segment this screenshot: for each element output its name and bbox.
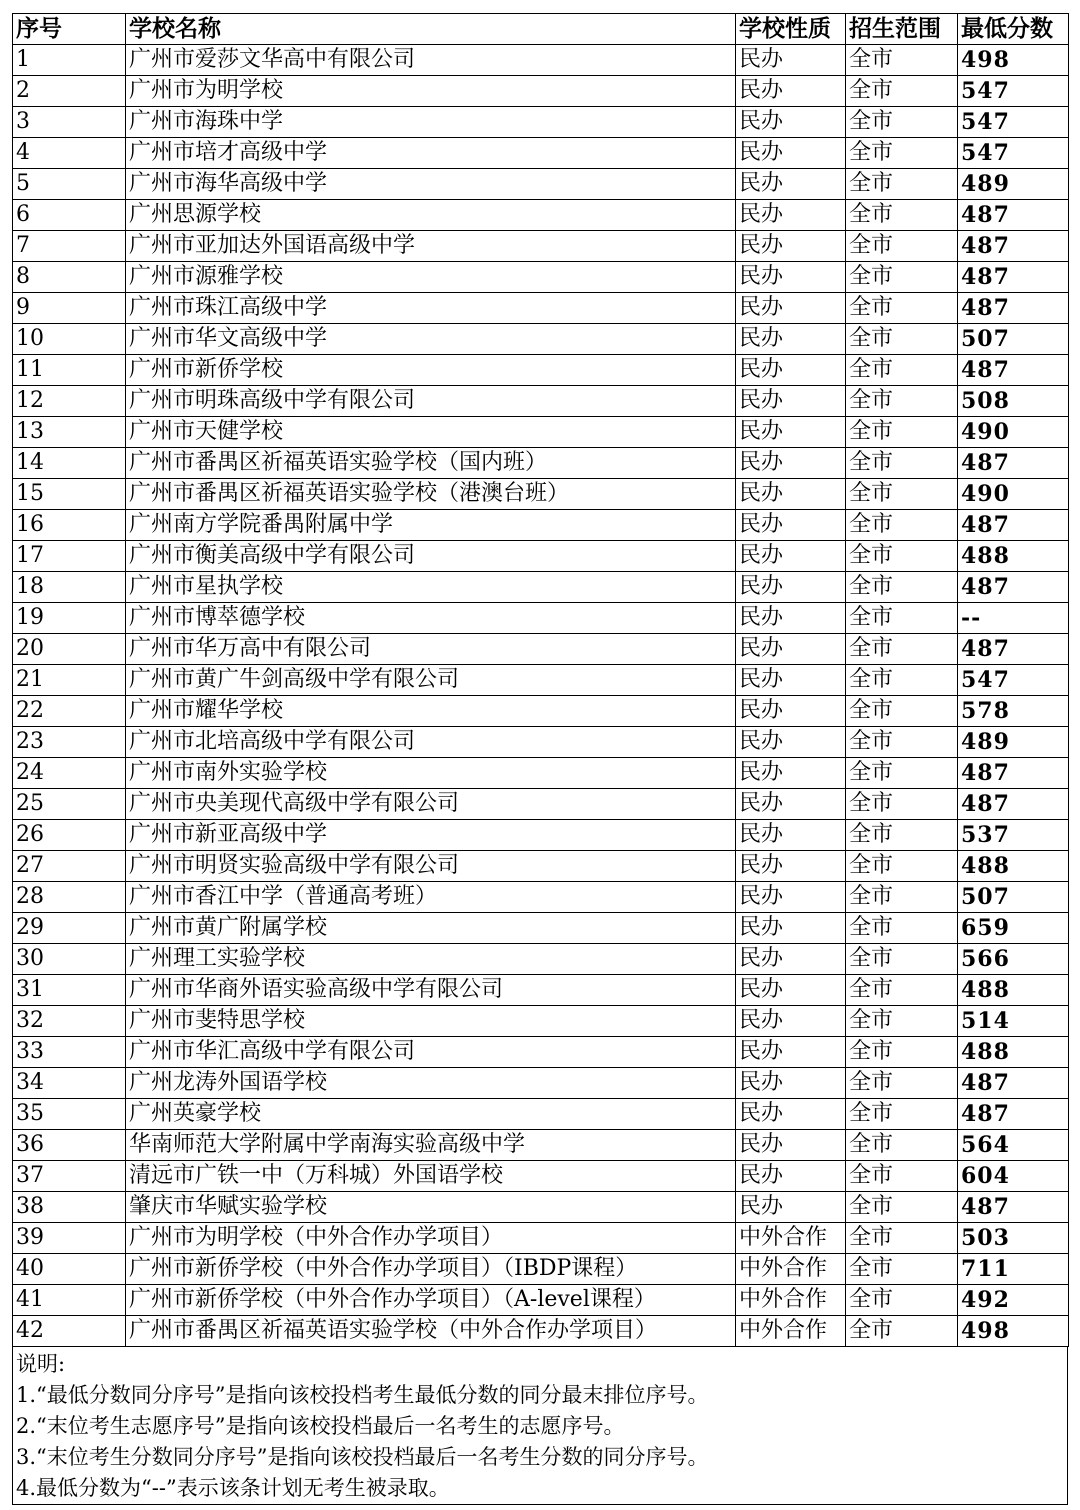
cell-school-name: 广州市央美现代高级中学有限公司 [126,789,736,820]
cell-index: 40 [13,1254,126,1285]
cell-index: 5 [13,169,126,200]
cell-min-score: 487 [958,1068,1069,1099]
cell-school-type: 民办 [736,510,846,541]
cell-min-score: 507 [958,882,1069,913]
cell-index: 18 [13,572,126,603]
cell-min-score: 547 [958,107,1069,138]
cell-school-name: 广州市天健学校 [126,417,736,448]
cell-enrollment-scope: 全市 [846,913,958,944]
cell-min-score: 487 [958,572,1069,603]
cell-school-type: 民办 [736,944,846,975]
cell-enrollment-scope: 全市 [846,448,958,479]
table-row [13,262,1069,293]
cell-enrollment-scope: 全市 [846,789,958,820]
cell-school-type: 民办 [736,665,846,696]
cell-enrollment-scope: 全市 [846,169,958,200]
cell-school-name: 广州市源雅学校 [126,262,736,293]
cell-min-score: 566 [958,944,1069,975]
note-line: 1.“最低分数同分序号”是指向该校投档考生最低分数的同分最末排位序号。 [16,1383,709,1407]
cell-school-type: 民办 [736,851,846,882]
table-row [13,634,1069,665]
cell-min-score: 487 [958,448,1069,479]
cell-school-name: 广州市黄广牛剑高级中学有限公司 [126,665,736,696]
cell-school-type: 中外合作 [736,1223,846,1254]
cell-min-score: 498 [958,45,1069,76]
cell-school-name: 广州市番禺区祈福英语实验学校（中外合作办学项目） [126,1316,736,1347]
cell-enrollment-scope: 全市 [846,355,958,386]
cell-index: 21 [13,665,126,696]
cell-min-score: 487 [958,510,1069,541]
table-row [13,107,1069,138]
table-row [13,944,1069,975]
admission-score-sheet [12,13,1068,1505]
cell-school-name: 广州市明贤实验高级中学有限公司 [126,851,736,882]
cell-min-score: 564 [958,1130,1069,1161]
cell-enrollment-scope: 全市 [846,696,958,727]
header-row [13,14,1069,45]
cell-enrollment-scope: 全市 [846,45,958,76]
cell-min-score: 503 [958,1223,1069,1254]
cell-school-type: 民办 [736,417,846,448]
cell-enrollment-scope: 全市 [846,324,958,355]
cell-school-type: 民办 [736,200,846,231]
cell-index: 16 [13,510,126,541]
cell-enrollment-scope: 全市 [846,1316,958,1347]
cell-school-type: 民办 [736,541,846,572]
table-row [13,169,1069,200]
cell-school-name: 广州市培才高级中学 [126,138,736,169]
cell-school-type: 民办 [736,448,846,479]
table-row [13,665,1069,696]
cell-enrollment-scope: 全市 [846,231,958,262]
cell-min-score: 578 [958,696,1069,727]
cell-index: 32 [13,1006,126,1037]
cell-school-name: 广州市明珠高级中学有限公司 [126,386,736,417]
cell-enrollment-scope: 全市 [846,262,958,293]
cell-enrollment-scope: 全市 [846,572,958,603]
table-row [13,1068,1069,1099]
cell-min-score: 487 [958,634,1069,665]
cell-index: 15 [13,479,126,510]
cell-school-name: 广州市华文高级中学 [126,324,736,355]
cell-school-name: 肇庆市华赋实验学校 [126,1192,736,1223]
cell-enrollment-scope: 全市 [846,417,958,448]
cell-enrollment-scope: 全市 [846,944,958,975]
cell-index: 31 [13,975,126,1006]
cell-school-type: 民办 [736,789,846,820]
cell-min-score: 508 [958,386,1069,417]
table-row [13,1316,1069,1347]
table-row [13,696,1069,727]
cell-school-type: 民办 [736,293,846,324]
cell-index: 39 [13,1223,126,1254]
cell-min-score: 514 [958,1006,1069,1037]
cell-enrollment-scope: 全市 [846,386,958,417]
cell-min-score: 487 [958,789,1069,820]
table-row [13,1161,1069,1192]
cell-school-type: 民办 [736,324,846,355]
cell-min-score: 489 [958,727,1069,758]
table-row [13,138,1069,169]
cell-min-score: 487 [958,293,1069,324]
table-row [13,1006,1069,1037]
table-row [13,293,1069,324]
cell-school-type: 民办 [736,107,846,138]
cell-min-score: 711 [958,1254,1069,1285]
cell-enrollment-scope: 全市 [846,975,958,1006]
cell-school-type: 民办 [736,913,846,944]
table-body [13,45,1069,1347]
cell-school-type: 中外合作 [736,1316,846,1347]
notes-title: 说明: [16,1352,66,1376]
cell-index: 1 [13,45,126,76]
cell-enrollment-scope: 全市 [846,76,958,107]
cell-index: 3 [13,107,126,138]
note-line: 4.最低分数为“--”表示该条计划无考生被录取。 [16,1476,450,1500]
cell-school-type: 民办 [736,138,846,169]
cell-min-score: 537 [958,820,1069,851]
cell-min-score: 488 [958,541,1069,572]
cell-enrollment-scope: 全市 [846,603,958,634]
cell-enrollment-scope: 全市 [846,1130,958,1161]
cell-school-type: 民办 [736,572,846,603]
cell-school-name: 广州市新侨学校 [126,355,736,386]
cell-school-type: 民办 [736,1192,846,1223]
cell-index: 24 [13,758,126,789]
cell-enrollment-scope: 全市 [846,634,958,665]
header-enrollment-scope: 招生范围 [846,14,958,45]
cell-index: 13 [13,417,126,448]
cell-school-name: 广州市衡美高级中学有限公司 [126,541,736,572]
cell-enrollment-scope: 全市 [846,1037,958,1068]
table-row [13,541,1069,572]
cell-min-score: 487 [958,758,1069,789]
header-school-type: 学校性质 [736,14,846,45]
cell-school-name: 广州理工实验学校 [126,944,736,975]
cell-enrollment-scope: 全市 [846,820,958,851]
cell-index: 28 [13,882,126,913]
cell-min-score: 492 [958,1285,1069,1316]
cell-school-type: 民办 [736,1037,846,1068]
table-row [13,1223,1069,1254]
cell-school-name: 广州市斐特思学校 [126,1006,736,1037]
cell-enrollment-scope: 全市 [846,541,958,572]
cell-enrollment-scope: 全市 [846,851,958,882]
table-row [13,789,1069,820]
cell-min-score: 487 [958,355,1069,386]
cell-school-name: 广州市新侨学校（中外合作办学项目）（A-level课程） [126,1285,736,1316]
table-row [13,417,1069,448]
table-row [13,386,1069,417]
cell-min-score: 487 [958,1192,1069,1223]
cell-school-name: 广州市华商外语实验高级中学有限公司 [126,975,736,1006]
cell-enrollment-scope: 全市 [846,882,958,913]
cell-school-type: 民办 [736,169,846,200]
cell-index: 35 [13,1099,126,1130]
cell-school-type: 民办 [736,975,846,1006]
header-index: 序号 [13,14,126,45]
cell-school-name: 广州市番禺区祈福英语实验学校（国内班） [126,448,736,479]
table-row [13,45,1069,76]
table-row [13,231,1069,262]
cell-school-type: 民办 [736,76,846,107]
cell-school-name: 广州英豪学校 [126,1099,736,1130]
cell-min-score: 489 [958,169,1069,200]
cell-school-name: 广州市星执学校 [126,572,736,603]
cell-enrollment-scope: 全市 [846,1006,958,1037]
table-row [13,1099,1069,1130]
table-row [13,324,1069,355]
table-row [13,1192,1069,1223]
cell-school-type: 民办 [736,1006,846,1037]
cell-index: 12 [13,386,126,417]
cell-enrollment-scope: 全市 [846,138,958,169]
cell-min-score: -- [958,603,1069,634]
cell-school-name: 广州市珠江高级中学 [126,293,736,324]
cell-enrollment-scope: 全市 [846,479,958,510]
cell-index: 33 [13,1037,126,1068]
cell-school-name: 广州南方学院番禺附属中学 [126,510,736,541]
table-row [13,913,1069,944]
cell-school-type: 民办 [736,386,846,417]
cell-min-score: 488 [958,975,1069,1006]
cell-school-type: 民办 [736,603,846,634]
cell-school-name: 广州市南外实验学校 [126,758,736,789]
cell-index: 41 [13,1285,126,1316]
table-row [13,820,1069,851]
cell-min-score: 490 [958,479,1069,510]
table-row [13,76,1069,107]
cell-school-name: 广州市爱莎文华高中有限公司 [126,45,736,76]
cell-school-name: 广州市香江中学（普通高考班） [126,882,736,913]
cell-school-type: 民办 [736,820,846,851]
cell-min-score: 490 [958,417,1069,448]
cell-school-name: 广州市为明学校 [126,76,736,107]
cell-school-name: 广州市博萃德学校 [126,603,736,634]
cell-index: 36 [13,1130,126,1161]
cell-index: 4 [13,138,126,169]
table-row [13,851,1069,882]
table-row [13,882,1069,913]
cell-school-name: 广州市新侨学校（中外合作办学项目）（IBDP课程） [126,1254,736,1285]
cell-enrollment-scope: 全市 [846,727,958,758]
cell-school-name: 广州市海珠中学 [126,107,736,138]
table-row [13,572,1069,603]
cell-index: 22 [13,696,126,727]
cell-enrollment-scope: 全市 [846,1223,958,1254]
table-row [13,479,1069,510]
cell-min-score: 498 [958,1316,1069,1347]
cell-school-name: 广州思源学校 [126,200,736,231]
cell-school-name: 华南师范大学附属中学南海实验高级中学 [126,1130,736,1161]
cell-min-score: 507 [958,324,1069,355]
cell-index: 6 [13,200,126,231]
cell-enrollment-scope: 全市 [846,1161,958,1192]
cell-enrollment-scope: 全市 [846,107,958,138]
cell-school-type: 中外合作 [736,1285,846,1316]
cell-index: 9 [13,293,126,324]
cell-school-name: 广州市华汇高级中学有限公司 [126,1037,736,1068]
cell-index: 30 [13,944,126,975]
cell-school-type: 民办 [736,1161,846,1192]
cell-school-type: 民办 [736,696,846,727]
cell-enrollment-scope: 全市 [846,1099,958,1130]
cell-min-score: 487 [958,262,1069,293]
table-row [13,200,1069,231]
cell-school-name: 广州市海华高级中学 [126,169,736,200]
cell-index: 34 [13,1068,126,1099]
cell-index: 29 [13,913,126,944]
cell-enrollment-scope: 全市 [846,1068,958,1099]
score-table [12,13,1069,1347]
table-row [13,448,1069,479]
cell-index: 37 [13,1161,126,1192]
table-row [13,975,1069,1006]
cell-min-score: 488 [958,851,1069,882]
header-school-name: 学校名称 [126,14,736,45]
table-row [13,1130,1069,1161]
cell-min-score: 487 [958,1099,1069,1130]
cell-school-type: 民办 [736,479,846,510]
table-row [13,510,1069,541]
cell-school-type: 民办 [736,882,846,913]
cell-index: 8 [13,262,126,293]
cell-school-type: 民办 [736,634,846,665]
cell-min-score: 659 [958,913,1069,944]
cell-school-name: 广州市北培高级中学有限公司 [126,727,736,758]
cell-school-type: 民办 [736,45,846,76]
cell-school-name: 广州市华万高中有限公司 [126,634,736,665]
table-row [13,758,1069,789]
notes-section [12,1347,1068,1505]
table-row [13,727,1069,758]
table-row [13,1254,1069,1285]
cell-index: 10 [13,324,126,355]
cell-school-type: 民办 [736,231,846,262]
cell-min-score: 547 [958,138,1069,169]
header-min-score: 最低分数 [958,14,1069,45]
cell-index: 19 [13,603,126,634]
note-line: 2.“末位考生志愿序号”是指向该校投档最后一名考生的志愿序号。 [16,1414,625,1438]
cell-index: 2 [13,76,126,107]
cell-enrollment-scope: 全市 [846,200,958,231]
cell-index: 7 [13,231,126,262]
cell-school-name: 广州龙涛外国语学校 [126,1068,736,1099]
cell-enrollment-scope: 全市 [846,510,958,541]
cell-enrollment-scope: 全市 [846,1285,958,1316]
cell-index: 23 [13,727,126,758]
cell-index: 25 [13,789,126,820]
cell-min-score: 547 [958,76,1069,107]
table-row [13,355,1069,386]
cell-school-type: 民办 [736,262,846,293]
cell-min-score: 547 [958,665,1069,696]
cell-enrollment-scope: 全市 [846,1192,958,1223]
cell-school-name: 广州市亚加达外国语高级中学 [126,231,736,262]
cell-school-type: 民办 [736,727,846,758]
cell-min-score: 487 [958,200,1069,231]
cell-school-type: 民办 [736,1099,846,1130]
cell-min-score: 487 [958,231,1069,262]
table-row [13,1285,1069,1316]
cell-index: 14 [13,448,126,479]
cell-school-type: 中外合作 [736,1254,846,1285]
cell-school-name: 广州市新亚高级中学 [126,820,736,851]
cell-min-score: 488 [958,1037,1069,1068]
table-row [13,603,1069,634]
cell-school-type: 民办 [736,1130,846,1161]
cell-min-score: 604 [958,1161,1069,1192]
cell-index: 20 [13,634,126,665]
cell-school-name: 清远市广铁一中（万科城）外国语学校 [126,1161,736,1192]
cell-index: 26 [13,820,126,851]
cell-school-type: 民办 [736,758,846,789]
cell-index: 11 [13,355,126,386]
cell-school-name: 广州市黄广附属学校 [126,913,736,944]
cell-school-name: 广州市为明学校（中外合作办学项目） [126,1223,736,1254]
cell-index: 42 [13,1316,126,1347]
cell-index: 27 [13,851,126,882]
note-line: 3.“末位考生分数同分序号”是指向该校投档最后一名考生分数的同分序号。 [16,1445,709,1469]
cell-enrollment-scope: 全市 [846,665,958,696]
cell-enrollment-scope: 全市 [846,1254,958,1285]
cell-school-name: 广州市耀华学校 [126,696,736,727]
cell-enrollment-scope: 全市 [846,758,958,789]
table-row [13,1037,1069,1068]
cell-school-name: 广州市番禺区祈福英语实验学校（港澳台班） [126,479,736,510]
cell-index: 38 [13,1192,126,1223]
cell-index: 17 [13,541,126,572]
cell-school-type: 民办 [736,355,846,386]
cell-enrollment-scope: 全市 [846,293,958,324]
cell-school-type: 民办 [736,1068,846,1099]
